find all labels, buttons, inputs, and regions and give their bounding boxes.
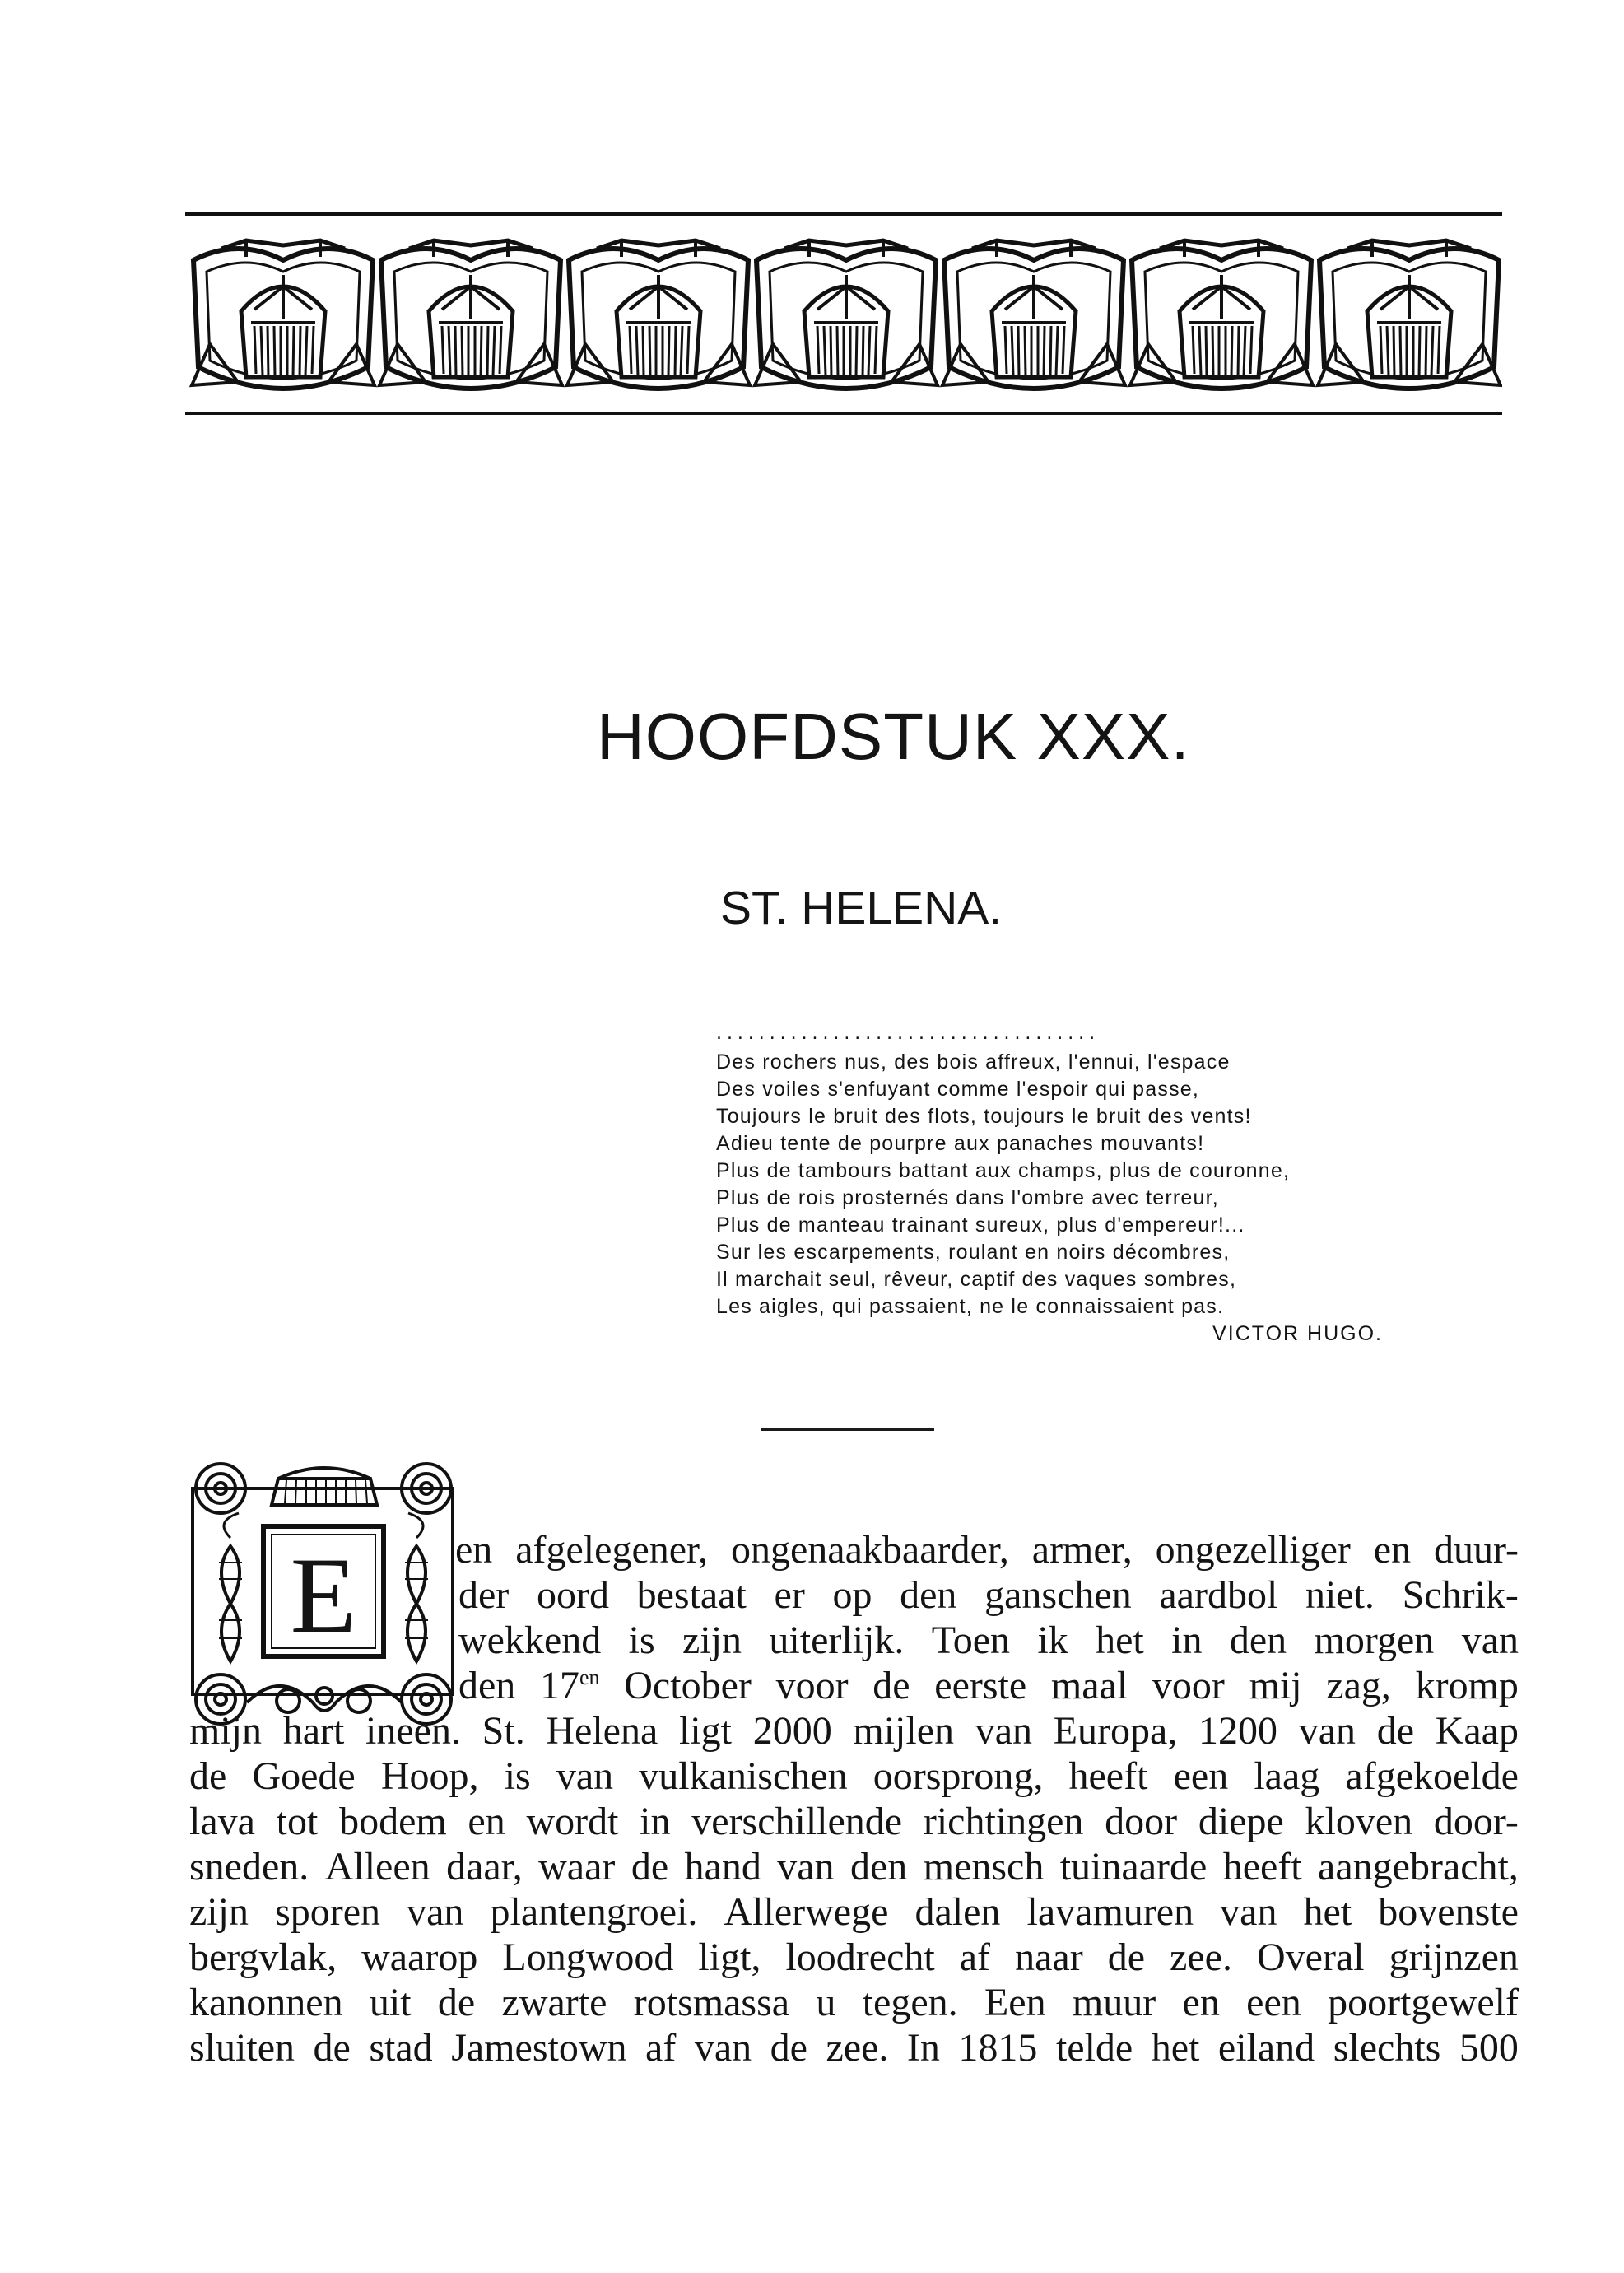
word: sporen	[275, 1890, 381, 1934]
word: zag,	[1326, 1664, 1391, 1707]
word: Hoop,	[380, 1754, 479, 1798]
word: dalen	[914, 1890, 1001, 1934]
word: 2000	[752, 1709, 832, 1753]
word: afgekoelde	[1345, 1754, 1519, 1798]
word: den	[900, 1573, 957, 1617]
epigraph	[716, 1021, 1408, 1348]
word: St.	[482, 1709, 525, 1753]
word: door-	[1433, 1800, 1519, 1843]
text-line	[189, 1708, 1519, 1754]
word: van	[777, 1845, 835, 1889]
word: ineen.	[365, 1709, 461, 1753]
word: armer,	[1031, 1528, 1133, 1572]
word: sneden.	[189, 1845, 309, 1889]
word: richtingen	[923, 1800, 1084, 1843]
word: voor	[775, 1664, 849, 1707]
word: zee.	[826, 2026, 889, 2070]
word: Overal	[1257, 1935, 1365, 1979]
word: den	[1229, 1619, 1287, 1662]
word: heeft	[1222, 1845, 1302, 1889]
epigraph-line: Il marchait seul, rêveur, captif des vaques sombres,	[716, 1268, 1237, 1291]
word: stad	[369, 2026, 433, 2070]
word: Longwood	[502, 1935, 674, 1979]
word: er	[774, 1573, 805, 1617]
word: ik	[1037, 1619, 1068, 1662]
text-line	[189, 2025, 1519, 2070]
word: slechts	[1333, 2026, 1441, 2070]
epigraph-line: Des voiles s'enfuyant comme l'espoir qui passe,	[716, 1078, 1200, 1101]
word: plantengroei.	[490, 1890, 698, 1934]
text-line	[189, 1799, 1519, 1844]
word: waarop	[361, 1935, 478, 1979]
word: waar	[538, 1845, 616, 1889]
word: muur	[1072, 1981, 1156, 2024]
word: is	[628, 1619, 655, 1662]
word: mijlen	[853, 1709, 955, 1753]
word: zee.	[1170, 1935, 1232, 1979]
word: de	[1107, 1935, 1146, 1979]
word: oorsprong,	[872, 1754, 1044, 1798]
text-line	[189, 1889, 1519, 1935]
word: aangebracht,	[1318, 1845, 1519, 1889]
word: Alleen	[324, 1845, 430, 1889]
word: zwarte	[501, 1981, 607, 2024]
word: maal	[1050, 1664, 1128, 1707]
header-ornament-band	[185, 206, 1502, 417]
word: de	[1376, 1709, 1415, 1753]
epigraph-line: Des rochers nus, des bois affreux, l'ennui, l'espace	[716, 1050, 1231, 1074]
word: den	[458, 1664, 516, 1707]
word: ongenaakbaarder,	[731, 1528, 1009, 1572]
word: een	[1246, 1981, 1301, 2024]
word: 1815	[958, 2026, 1038, 2070]
word: u	[816, 1981, 836, 2024]
word: 1200	[1198, 1709, 1278, 1753]
word: kromp	[1415, 1664, 1519, 1707]
word: tegen.	[862, 1981, 958, 2024]
text-line	[189, 1754, 1519, 1799]
chapter-subtitle: ST. HELENA.	[720, 882, 1003, 934]
word: Een	[984, 1981, 1046, 2024]
word: in	[1171, 1619, 1203, 1662]
word: den	[849, 1845, 908, 1889]
word: van	[694, 2026, 752, 2070]
epigraph-line: Plus de manteau trainant sureux, plus d'empereur!...	[716, 1213, 1245, 1237]
word: door	[1105, 1800, 1178, 1843]
word: hart	[282, 1709, 345, 1753]
word: daar,	[446, 1845, 523, 1889]
word: grijnzen	[1389, 1935, 1519, 1979]
text-line	[189, 1935, 1519, 1980]
word: loodrecht	[785, 1935, 935, 1979]
word: zijn	[682, 1619, 742, 1662]
word: kanonnen	[189, 1981, 343, 2024]
word: uit	[369, 1981, 412, 2024]
epigraph-line: Sur les escarpements, roulant en noirs décombres,	[716, 1241, 1231, 1264]
word: niet.	[1305, 1573, 1375, 1617]
word: lava	[189, 1800, 255, 1843]
word: wordt	[526, 1800, 619, 1843]
word: zijn	[189, 1890, 249, 1934]
word: tot	[276, 1800, 319, 1843]
word: Europa,	[1053, 1709, 1178, 1753]
word: van	[975, 1709, 1033, 1753]
word: eiland	[1217, 2026, 1315, 2070]
word: en	[455, 1528, 493, 1572]
word: mij	[1249, 1664, 1302, 1707]
word: ligt,	[698, 1935, 761, 1979]
drop-cap-letter: E	[290, 1535, 357, 1656]
word: Helena	[546, 1709, 658, 1753]
word: $17^{en}$	[540, 1664, 600, 1707]
word: de	[313, 2026, 351, 2070]
word: duur-	[1433, 1528, 1519, 1572]
word: Goede	[252, 1754, 356, 1798]
word: en	[468, 1800, 505, 1843]
word: tuinaarde	[1059, 1845, 1208, 1889]
word: vulkanischen	[639, 1754, 848, 1798]
word: lavamuren	[1026, 1890, 1194, 1934]
text-line	[458, 1572, 1519, 1618]
word: af	[959, 1935, 991, 1979]
word: bovenste	[1378, 1890, 1519, 1934]
text-line	[189, 1980, 1519, 2025]
word: af	[645, 2026, 677, 2070]
word: Jamestown	[451, 2026, 627, 2070]
word: eerste	[934, 1664, 1027, 1707]
epigraph-line: Plus de rois prosternés dans l'ombre avec terreur,	[716, 1186, 1219, 1209]
word: kloven	[1305, 1800, 1413, 1843]
text-line	[189, 1844, 1519, 1889]
word: 500	[1459, 2026, 1519, 2070]
epigraph-ellipsis: ....................................	[716, 1021, 1101, 1044]
word: bestaat	[636, 1573, 747, 1617]
word: bodem	[339, 1800, 447, 1843]
word: telde	[1055, 2026, 1133, 2070]
word: het	[1096, 1619, 1144, 1662]
word: aardbol	[1159, 1573, 1278, 1617]
word: een	[1173, 1754, 1229, 1798]
word: van	[1220, 1890, 1277, 1934]
word: uiterlijk.	[769, 1619, 905, 1662]
epigraph-author: VICTOR HUGO.	[1212, 1322, 1383, 1345]
word: en	[1373, 1528, 1412, 1572]
word: in	[640, 1800, 671, 1843]
word: het	[1151, 2026, 1200, 2070]
text-line	[455, 1527, 1519, 1572]
word: bergvlak,	[189, 1935, 337, 1979]
word: op	[832, 1573, 872, 1617]
word: mensch	[923, 1845, 1045, 1889]
epigraph-line: Toujours le bruit des flots, toujours le bruit des vents!	[716, 1105, 1252, 1128]
word: ongezelliger	[1155, 1528, 1351, 1572]
word: Kaap	[1435, 1709, 1519, 1753]
word: diepe	[1198, 1800, 1284, 1843]
word: heeft	[1068, 1754, 1148, 1798]
word: ganschen	[984, 1573, 1132, 1617]
epigraph-line: Les aigles, qui passaient, ne le connaissaient pas.	[716, 1295, 1225, 1318]
word: oord	[536, 1573, 609, 1617]
word: In	[906, 2026, 940, 2070]
word: van	[556, 1754, 614, 1798]
word: mijn	[189, 1709, 263, 1753]
word: Schrik-	[1402, 1573, 1519, 1617]
chapter-title: HOOFDSTUK XXX.	[597, 700, 1190, 773]
text-line	[458, 1618, 1519, 1663]
word: het	[1303, 1890, 1352, 1934]
word: hand	[684, 1845, 761, 1889]
word: wekkend	[458, 1619, 602, 1662]
word: verschillende	[691, 1800, 903, 1843]
word: naar	[1015, 1935, 1083, 1979]
word: morgen	[1314, 1619, 1435, 1662]
word: is	[504, 1754, 531, 1798]
word: rotsmassa	[633, 1981, 790, 2024]
word: de	[437, 1981, 476, 2024]
body-paragraph	[189, 1527, 1519, 2070]
word: poortgewelf	[1328, 1981, 1519, 2024]
word: October	[624, 1664, 752, 1707]
word: der	[458, 1573, 510, 1617]
word: de	[872, 1664, 910, 1707]
word: Toen	[931, 1619, 1011, 1662]
word: voor	[1152, 1664, 1225, 1707]
epigraph-line: Plus de tambours battant aux champs, plus de couronne,	[716, 1159, 1291, 1182]
word: van	[1298, 1709, 1356, 1753]
word: Allerwege	[724, 1890, 889, 1934]
epigraph-line: Adieu tente de pourpre aux panaches mouvants!	[716, 1132, 1205, 1155]
text-line	[458, 1663, 1519, 1708]
word: van	[407, 1890, 464, 1934]
section-divider	[761, 1428, 934, 1431]
word: sluiten	[189, 2026, 295, 2070]
word: de	[631, 1845, 669, 1889]
word: de	[189, 1754, 227, 1798]
word: ligt	[678, 1709, 732, 1753]
word: de	[770, 2026, 807, 2070]
word: afgelegener,	[515, 1528, 709, 1572]
word: en	[1182, 1981, 1220, 2024]
word: van	[1461, 1619, 1519, 1662]
word: laag	[1254, 1754, 1320, 1798]
